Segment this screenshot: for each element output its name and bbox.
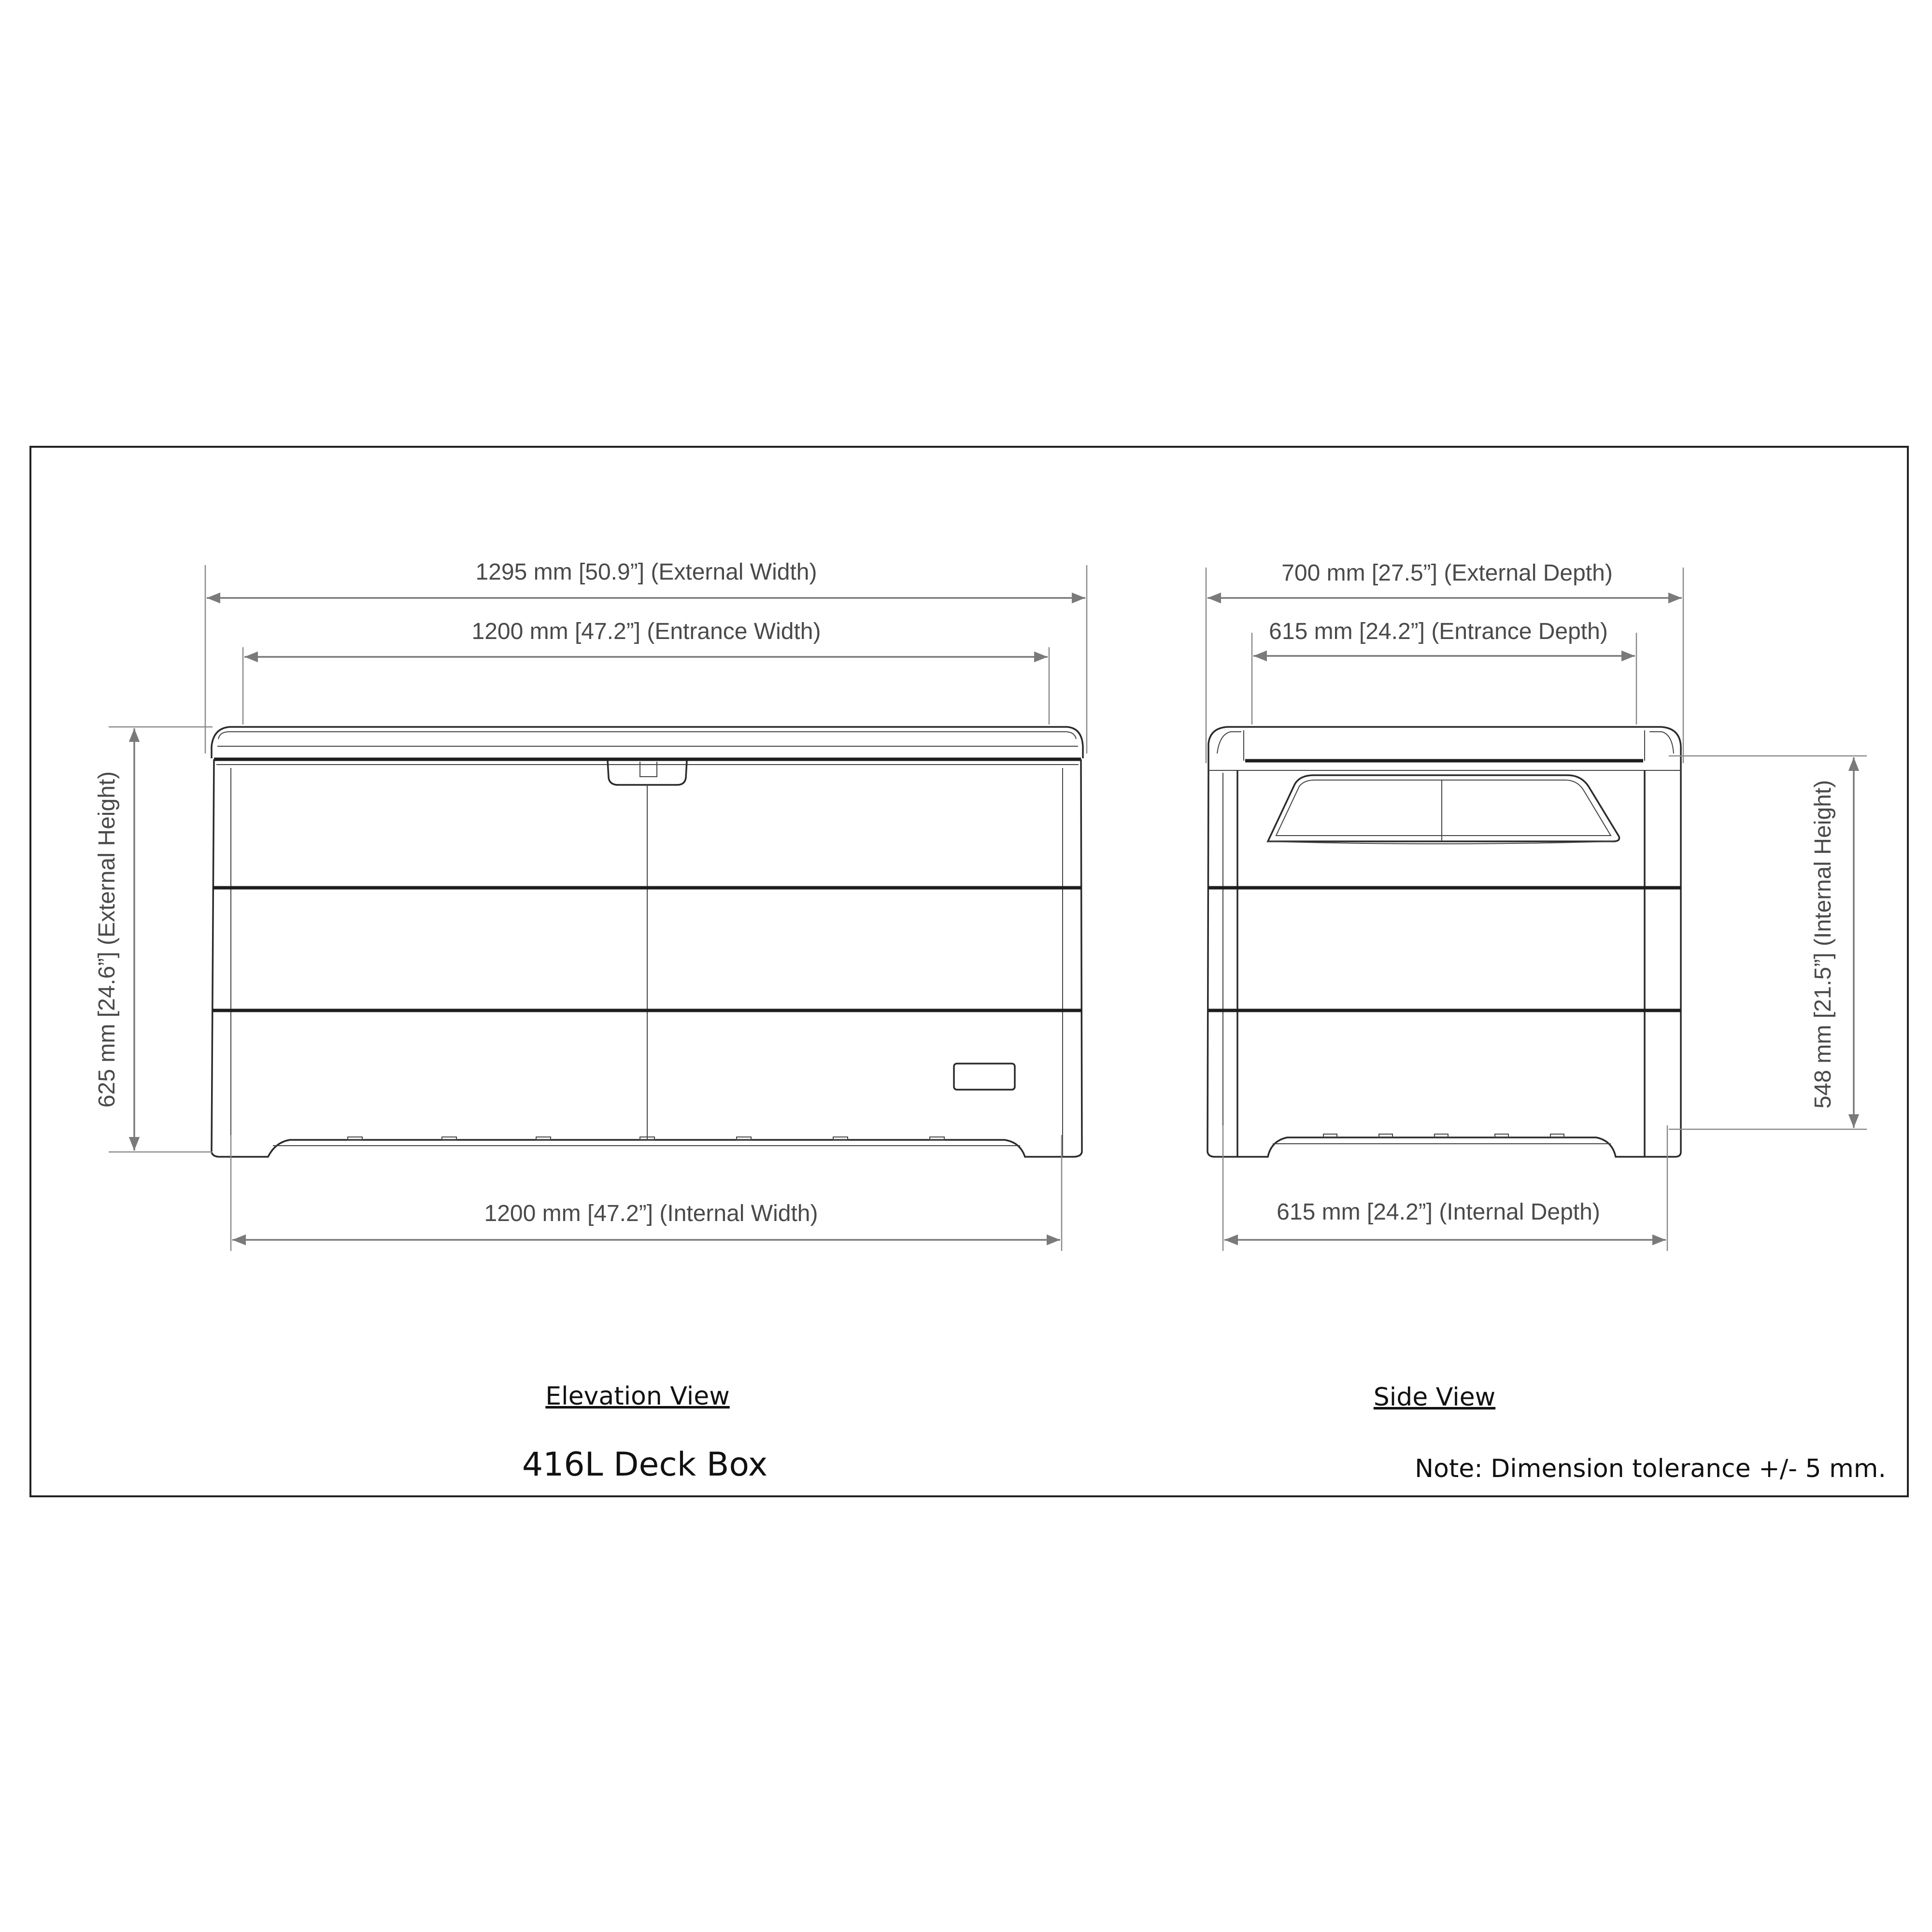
- side-body: [1208, 770, 1681, 1157]
- elevation-dimensions: [94, 559, 1087, 1251]
- entrance-width-label: 1200 mm [47.2”] (Entrance Width): [471, 619, 821, 644]
- side-lid: [1208, 727, 1681, 770]
- elevation-view: [212, 727, 1083, 1157]
- external-width-label: 1295 mm [50.9”] (External Width): [475, 559, 817, 585]
- drawing-frame: [30, 447, 1908, 1496]
- side-view: [1159, 727, 1681, 1157]
- drawing-title: 416L Deck Box: [522, 1446, 768, 1484]
- elevation-label-plate: [954, 1064, 1015, 1090]
- entrance-depth-label: 615 mm [24.2”] (Entrance Depth): [1269, 619, 1608, 644]
- tolerance-note: Note: Dimension tolerance +/- 5 mm.: [1415, 1454, 1886, 1483]
- internal-depth-label: 615 mm [24.2”] (Internal Depth): [1277, 1199, 1600, 1225]
- internal-width-label: 1200 mm [47.2”] (Internal Width): [484, 1201, 818, 1226]
- internal-height-label: 548 mm [21.5”] (Internal Height): [1810, 780, 1836, 1109]
- side-view-caption: Side View: [1373, 1383, 1496, 1412]
- side-handle: [1268, 775, 1619, 841]
- side-dimensions: [1206, 560, 1867, 1251]
- external-height-label: 625 mm [24.6”] (External Height): [94, 771, 120, 1108]
- external-depth-label: 700 mm [27.5”] (External Depth): [1281, 560, 1613, 586]
- elevation-view-caption: Elevation View: [545, 1382, 730, 1411]
